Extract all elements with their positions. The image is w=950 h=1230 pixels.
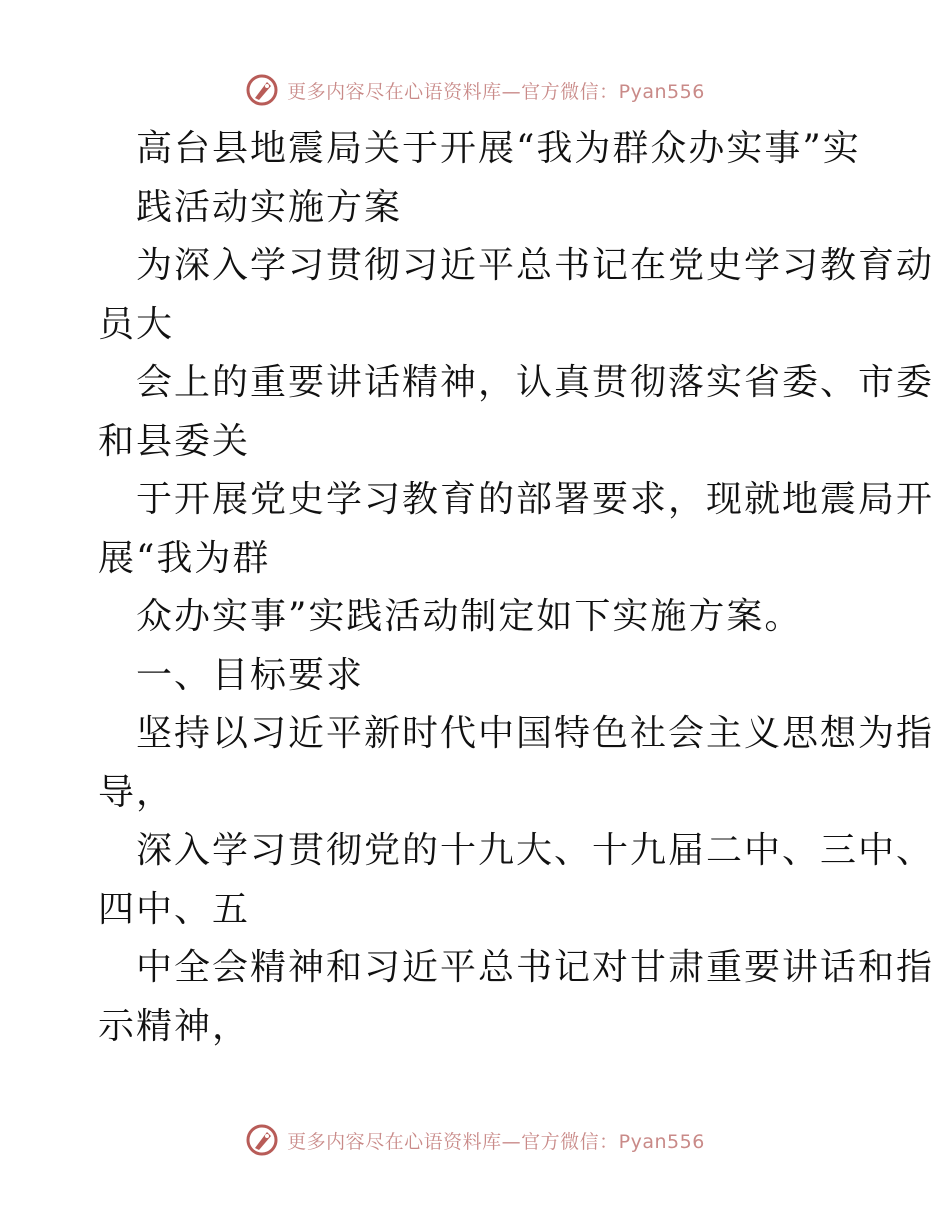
text-line: 践活动实施方案 bbox=[136, 186, 403, 228]
text-line: 为深入学习贯彻习近平总书记在党史学习教育动 bbox=[136, 245, 935, 286]
footer-watermark bbox=[0, 1120, 950, 1160]
text-line: 众办实事”实践活动制定如下实施方案。 bbox=[136, 596, 803, 637]
text-line: 导， bbox=[98, 771, 175, 813]
text-line: 四中、五 bbox=[98, 888, 251, 930]
pen-nib-icon bbox=[245, 73, 279, 107]
document-body bbox=[98, 120, 935, 1056]
text-line: 坚持以习近平新时代中国特色社会主义思想为指 bbox=[136, 713, 935, 754]
text-line: 示精神， bbox=[98, 1005, 251, 1047]
text-line: 展“我为群 bbox=[98, 537, 271, 579]
watermark-group bbox=[245, 1123, 705, 1157]
text-line: 一、目标要求 bbox=[136, 654, 365, 696]
text-line: 员大 bbox=[98, 303, 175, 345]
header-watermark bbox=[0, 70, 950, 110]
text-line: 和县委关 bbox=[98, 420, 251, 462]
text-line: 于开展党史学习教育的部署要求，现就地震局开 bbox=[136, 479, 935, 520]
text-line: 中全会精神和习近平总书记对甘肃重要讲话和指 bbox=[136, 947, 935, 988]
pen-nib-icon bbox=[245, 1123, 279, 1157]
watermark-text: 更多内容尽在心语资料库—官方微信：Pyan556 bbox=[287, 1130, 705, 1153]
watermark-group bbox=[245, 73, 705, 107]
text-line: 深入学习贯彻党的十九大、十九届二中、三中、 bbox=[136, 830, 935, 871]
watermark-text: 更多内容尽在心语资料库—官方微信：Pyan556 bbox=[287, 80, 705, 103]
text-line: 会上的重要讲话精神，认真贯彻落实省委、市委 bbox=[136, 362, 935, 403]
text-line: 高台县地震局关于开展“我为群众办实事”实 bbox=[136, 128, 861, 169]
